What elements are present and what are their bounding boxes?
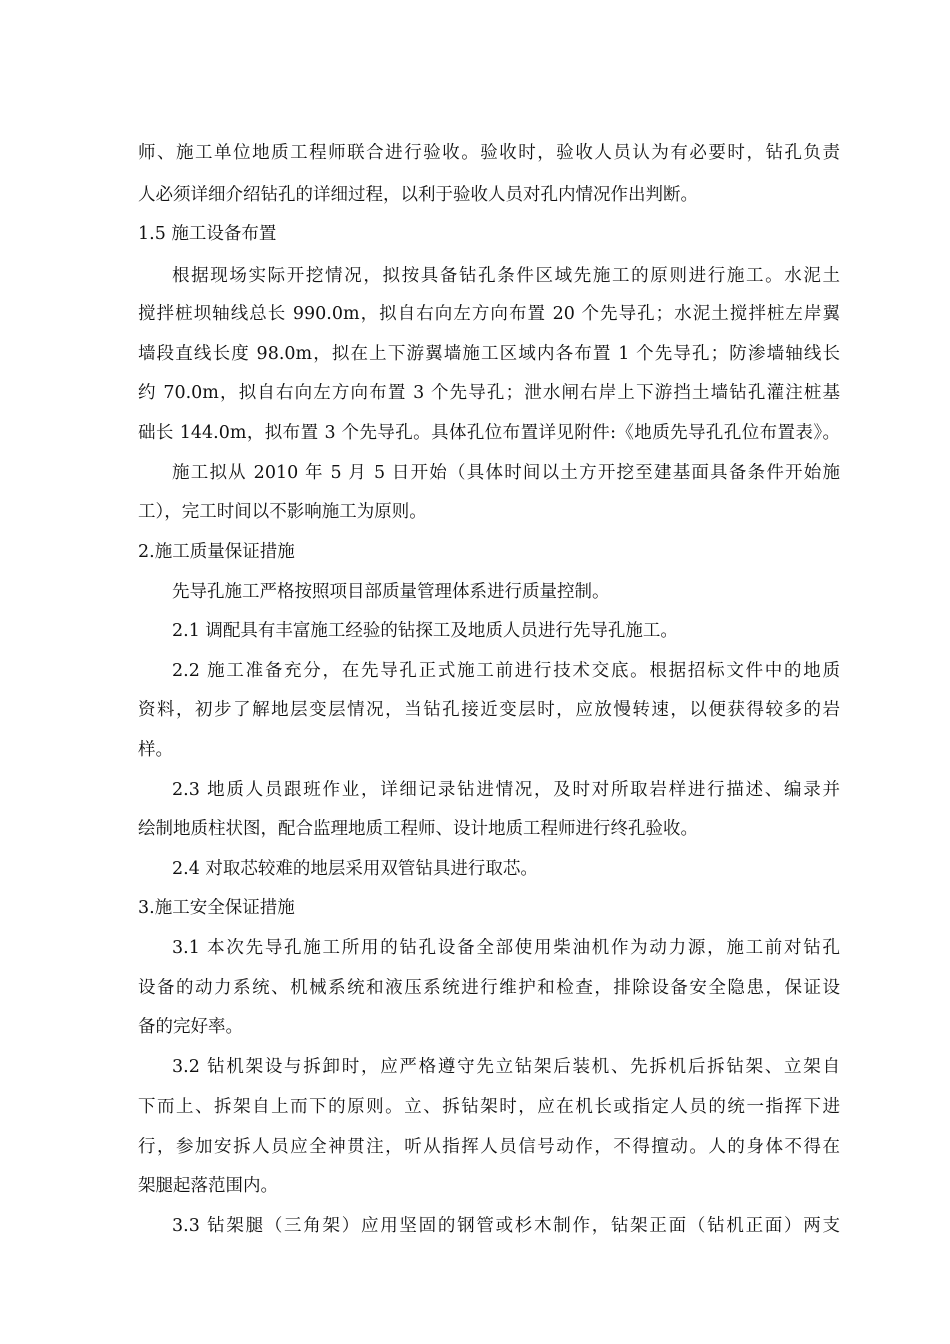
text-line: 样。 [138, 740, 173, 760]
text-line: 2.4 对取芯较难的地层采用双管钻具进行取芯。 [172, 859, 538, 879]
text-line: 2.2 施工准备充分，在先导孔正式施工前进行技术交底。根据招标文件中的地质 [172, 661, 840, 681]
text-line: 2.1 调配具有丰富施工经验的钻探工及地质人员进行先导孔施工。 [172, 621, 678, 641]
text-line: 3.1 本次先导孔施工所用的钻孔设备全部使用柴油机作为动力源，施工前对钻孔 [172, 938, 840, 958]
text-line: 墙段直线长度 98.0m，拟在上下游翼墙施工区域内各布置 1 个先导孔；防渗墙轴线长 [138, 344, 840, 364]
text-line: 绘制地质柱状图，配合监理地质工程师、设计地质工程师进行终孔验收。 [138, 819, 698, 839]
section-heading: 3.施工安全保证措施 [138, 898, 295, 918]
text-line: 行，参加安拆人员应全神贯注，听从指挥人员信号动作，不得擅动。人的身体不得在 [138, 1137, 840, 1157]
text-line: 下而上、拆架自上而下的原则。立、拆钻架时，应在机长或指定人员的统一指挥下进 [138, 1097, 840, 1117]
text-line: 备的完好率。 [138, 1017, 243, 1037]
section-heading: 1.5 施工设备布置 [138, 224, 277, 244]
text-line: 师、施工单位地质工程师联合进行验收。验收时，验收人员认为有必要时，钻孔负责 [138, 143, 840, 163]
text-line: 架腿起落范围内。 [138, 1176, 278, 1196]
text-line: 3.2 钻机架设与拆卸时，应严格遵守先立钻架后装机、先拆机后拆钻架、立架自 [172, 1057, 840, 1077]
text-line: 施工拟从 2010 年 5 月 5 日开始（具体时间以土方开挖至建基面具备条件开始施 [172, 463, 840, 483]
text-line: 约 70.0m，拟自右向左方向布置 3 个先导孔；泄水闸右岸上下游挡土墙钻孔灌注桩基 [138, 383, 840, 403]
text-line: 工），完工时间以不影响施工为原则。 [138, 502, 427, 522]
text-line: 资料，初步了解地层变层情况，当钻孔接近变层时，应放慢转速，以便获得较多的岩 [138, 700, 840, 720]
text-line: 础长 144.0m，拟布置 3 个先导孔。具体孔位布置详见附件:《地质先导孔孔位布置表》。 [138, 423, 840, 443]
text-line: 设备的动力系统、机械系统和液压系统进行维护和检查，排除设备安全隐患，保证设 [138, 978, 840, 998]
text-line: 搅拌桩坝轴线总长 990.0m，拟自右向左方向布置 20 个先导孔；水泥土搅拌桩左岸翼 [138, 304, 840, 324]
text-line: 3.3 钻架腿（三角架）应用坚固的钢管或杉木制作，钻架正面（钻机正面）两支 [172, 1216, 840, 1236]
text-line: 根据现场实际开挖情况，拟按具备钻孔条件区域先施工的原则进行施工。水泥土 [172, 266, 840, 286]
section-heading: 2.施工质量保证措施 [138, 542, 295, 562]
text-line: 先导孔施工严格按照项目部质量管理体系进行质量控制。 [172, 582, 610, 602]
text-line: 2.3 地质人员跟班作业，详细记录钻进情况，及时对所取岩样进行描述、编录并 [172, 780, 840, 800]
text-line: 人必须详细介绍钻孔的详细过程，以利于验收人员对孔内情况作出判断。 [138, 185, 698, 205]
